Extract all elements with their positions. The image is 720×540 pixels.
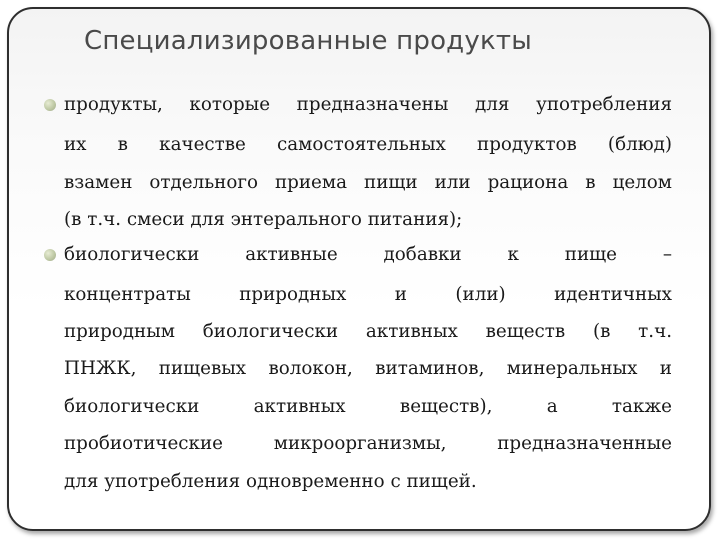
bullet-2-line-1: биологически активные добавки к пище –: [64, 244, 672, 265]
bullet-2-line-7: для употребления одновременно с пищей.: [64, 471, 477, 492]
bullet-1-line-4: (в т.ч. смеси для энтерального питания);: [64, 209, 463, 230]
bullet-2-line-2: концентраты природных и (или) идентичных: [64, 284, 672, 305]
bullet-2-line-3: природным биологически активных веществ (в т.ч.: [64, 321, 672, 342]
bullet-1-line-2: их в качестве самостоятельных продуктов (блюд): [64, 134, 672, 155]
bullet-icon: [44, 249, 56, 261]
bullet-2-line-6: пробиотические микроорганизмы, предназначенные: [64, 433, 672, 454]
bullet-1-line-3: взамен отдельного приема пищи или рациона в целом: [64, 172, 672, 193]
bullet-2-line-4: ПНЖК, пищевых волокон, витаминов, минеральных и: [64, 358, 672, 379]
bullet-icon: [44, 99, 56, 111]
bullet-2-line-5: биологически активных веществ), а также: [64, 396, 672, 417]
slide-title: Специализированные продукты: [84, 26, 532, 56]
bullet-1-line-1: продукты, которые предназначены для употребления: [64, 94, 672, 115]
